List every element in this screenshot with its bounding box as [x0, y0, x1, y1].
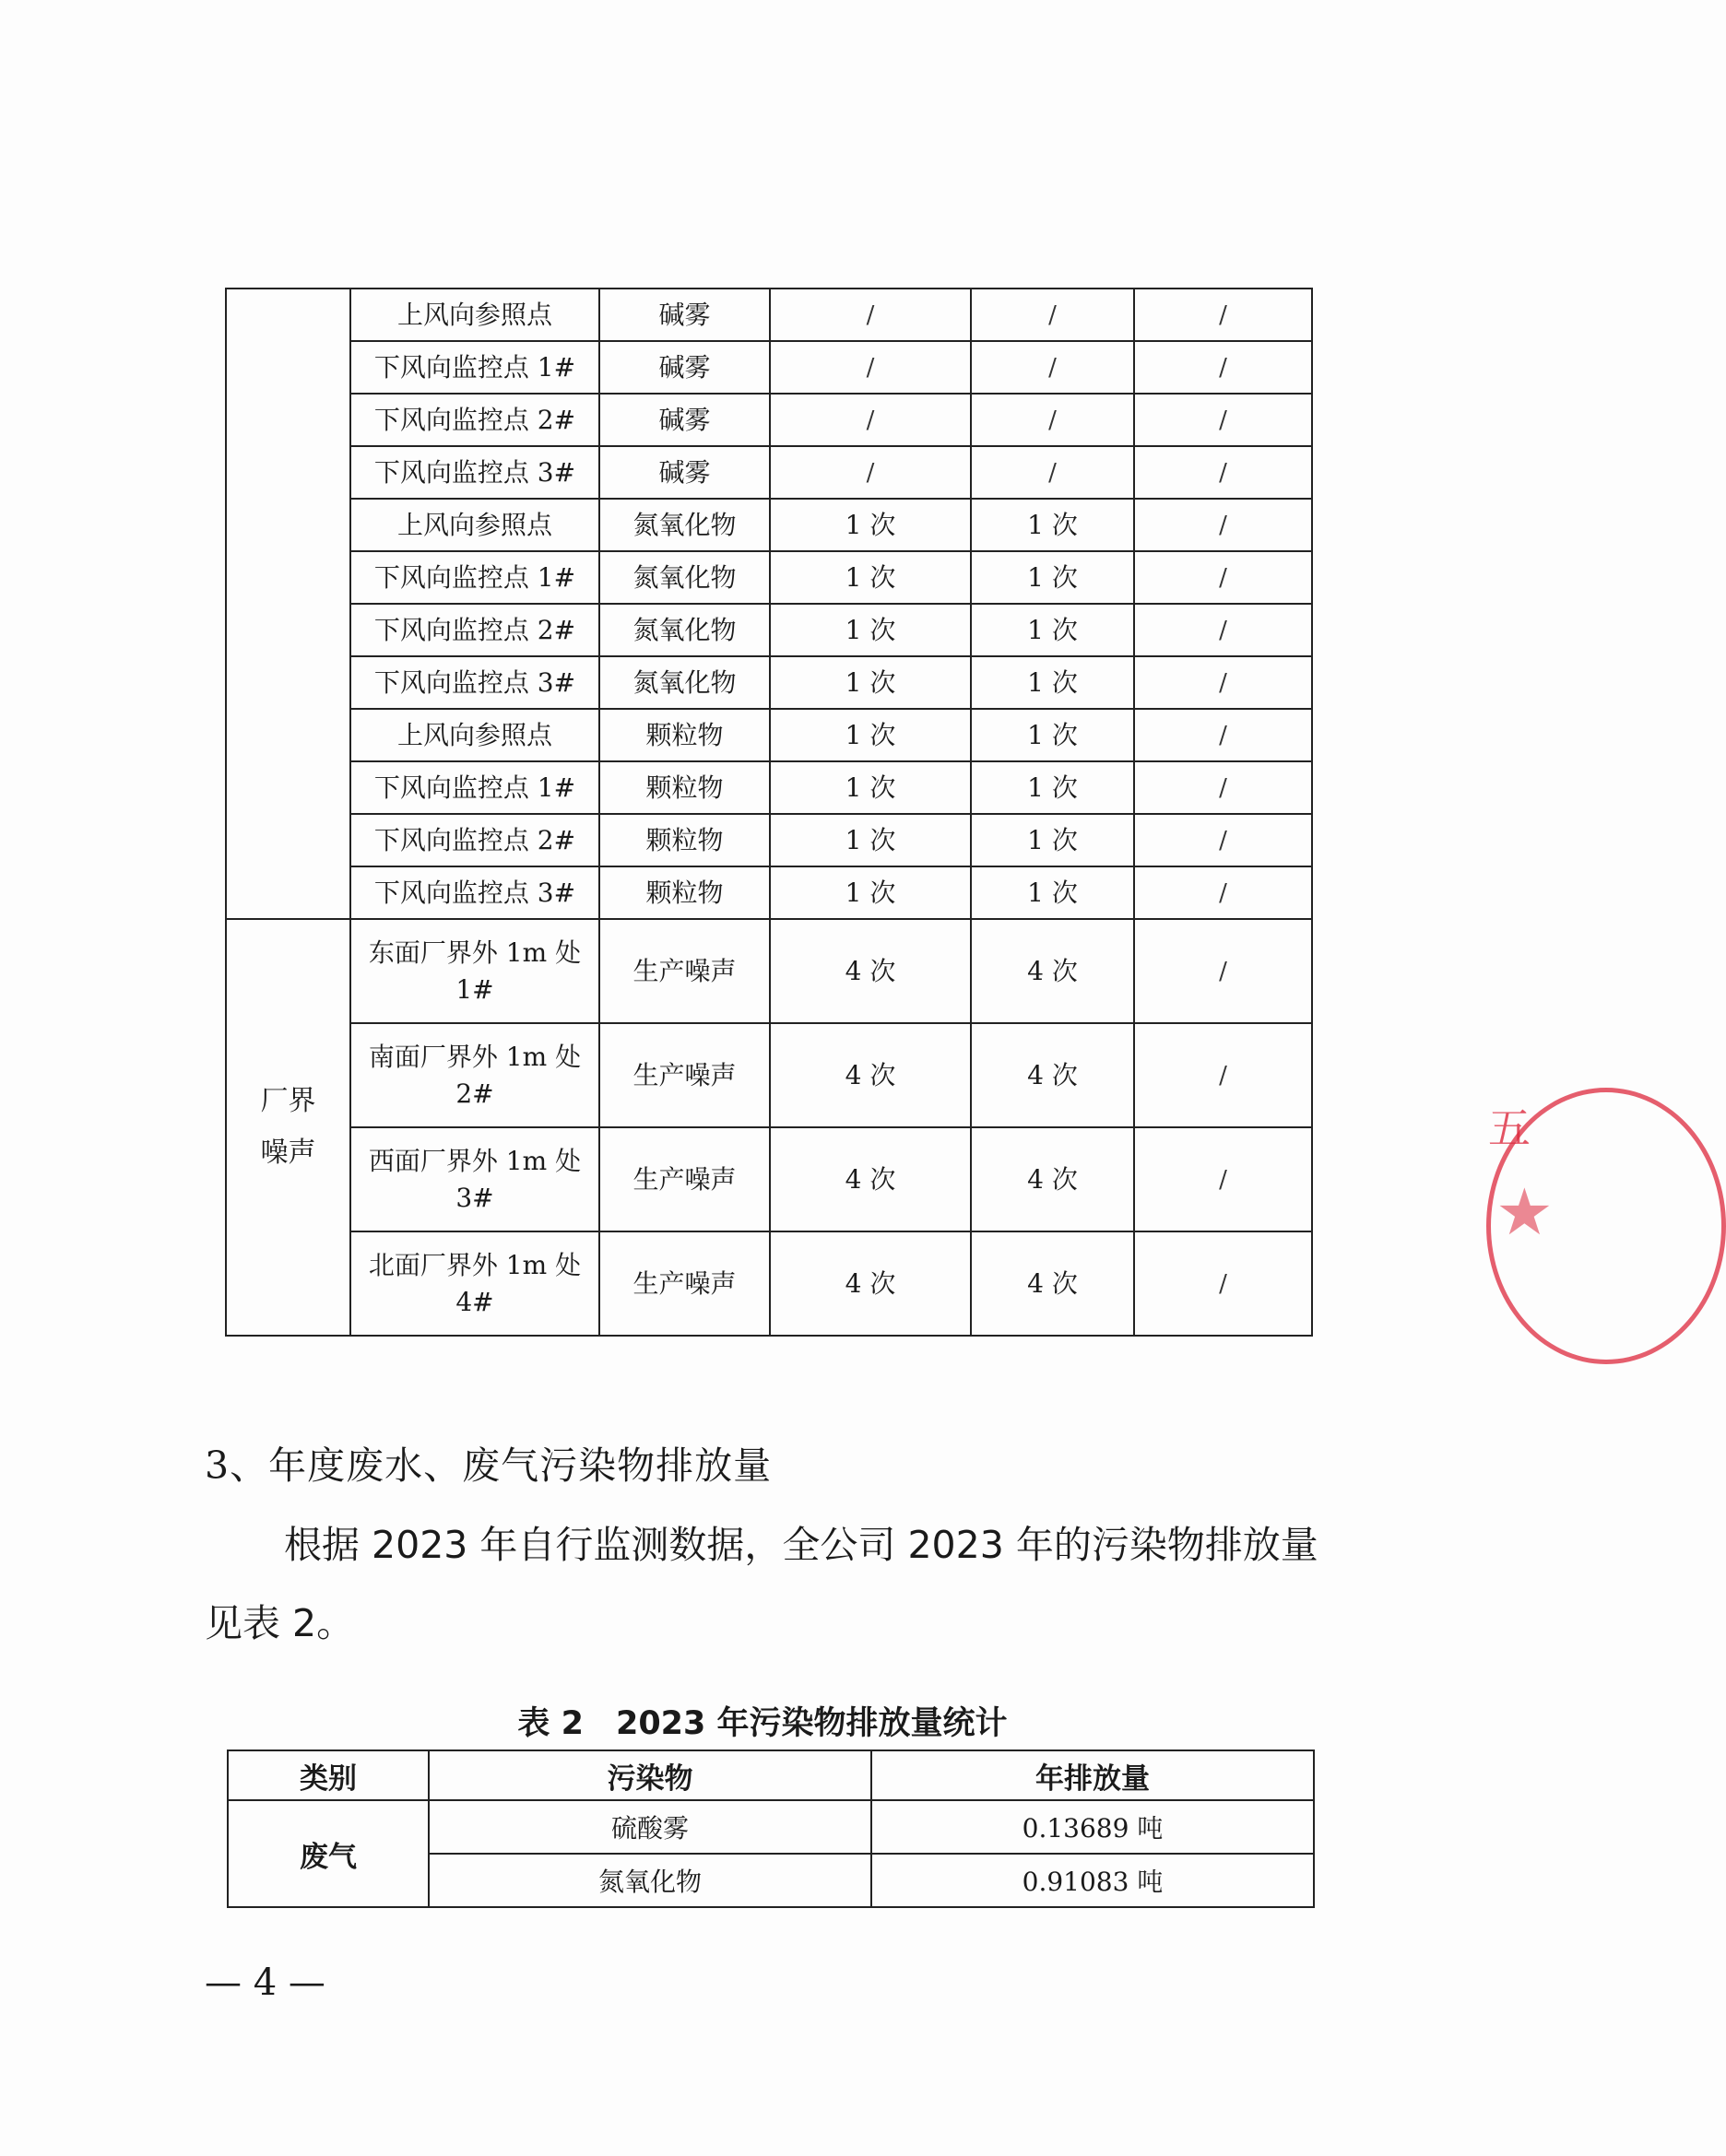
- amount-cell: 0.91083 吨: [871, 1854, 1314, 1907]
- monitoring-point: 下风向监控点 3#: [350, 866, 599, 919]
- monitoring-item: 生产噪声: [599, 1231, 770, 1336]
- point-line-2: 3#: [455, 1182, 494, 1213]
- frequency-2: 1 次: [971, 499, 1134, 551]
- table-row: [226, 446, 1312, 499]
- frequency-1: /: [770, 341, 971, 394]
- pollutant-cell: 硫酸雾: [429, 1800, 871, 1854]
- monitoring-point: 下风向监控点 1#: [350, 761, 599, 814]
- table-row: [226, 866, 1312, 919]
- table-row: [228, 1800, 1314, 1854]
- emission-table: [227, 1750, 1315, 1908]
- monitoring-item: 碱雾: [599, 341, 770, 394]
- frequency-1: /: [770, 394, 971, 446]
- frequency-2: 4 次: [971, 1231, 1134, 1336]
- frequency-3: /: [1134, 866, 1312, 919]
- frequency-2: 1 次: [971, 709, 1134, 761]
- monitoring-point: 下风向监控点 2#: [350, 814, 599, 866]
- frequency-3: /: [1134, 604, 1312, 656]
- frequency-2: 1 次: [971, 814, 1134, 866]
- table-row: [226, 341, 1312, 394]
- table-caption: 表 2 2023 年污染物排放量统计: [517, 1705, 1008, 1742]
- frequency-1: 1 次: [770, 551, 971, 604]
- frequency-2: 4 次: [971, 919, 1134, 1023]
- point-line-2: 4#: [455, 1286, 494, 1317]
- monitoring-item: 碱雾: [599, 446, 770, 499]
- category-cell: 废气: [228, 1800, 429, 1907]
- table-row: [226, 814, 1312, 866]
- frequency-1: 4 次: [770, 919, 971, 1023]
- page-number: — 4 —: [205, 1962, 325, 2004]
- monitoring-point: 下风向监控点 3#: [350, 656, 599, 709]
- frequency-3: /: [1134, 709, 1312, 761]
- table-row: [226, 394, 1312, 446]
- table-row: [226, 499, 1312, 551]
- monitoring-item: 氮氧化物: [599, 551, 770, 604]
- point-line-1: 北面厂界外 1m 处: [368, 1249, 582, 1280]
- frequency-1: 1 次: [770, 656, 971, 709]
- frequency-2: 4 次: [971, 1023, 1134, 1127]
- point-line-2: 2#: [455, 1078, 494, 1109]
- table-row: [226, 604, 1312, 656]
- monitoring-point: 上风向参照点: [350, 709, 599, 761]
- table-row: [226, 919, 1312, 1023]
- frequency-1: /: [770, 289, 971, 341]
- frequency-2: 1 次: [971, 761, 1134, 814]
- frequency-1: 1 次: [770, 499, 971, 551]
- frequency-1: 1 次: [770, 761, 971, 814]
- amount-cell: 0.13689 吨: [871, 1800, 1314, 1854]
- table-row: [226, 709, 1312, 761]
- table-row: [226, 1231, 1312, 1336]
- column-header-pollutant: 污染物: [429, 1750, 871, 1800]
- frequency-1: 4 次: [770, 1023, 971, 1127]
- seal-glyph: 五: [1488, 1103, 1531, 1153]
- frequency-2: /: [971, 341, 1134, 394]
- frequency-1: 1 次: [770, 604, 971, 656]
- monitoring-point: 上风向参照点: [350, 499, 599, 551]
- monitoring-point: 上风向参照点: [350, 289, 599, 341]
- column-header-annual-amount: 年排放量: [871, 1750, 1314, 1800]
- frequency-3: /: [1134, 551, 1312, 604]
- table-row: [226, 289, 1312, 341]
- frequency-1: 4 次: [770, 1231, 971, 1336]
- frequency-3: /: [1134, 656, 1312, 709]
- point-line-1: 东面厂界外 1m 处: [368, 937, 582, 968]
- monitoring-item: 生产噪声: [599, 919, 770, 1023]
- point-line-1: 西面厂界外 1m 处: [368, 1145, 582, 1176]
- monitoring-table: [225, 288, 1313, 1337]
- point-line-2: 1#: [455, 973, 494, 1005]
- frequency-3: /: [1134, 341, 1312, 394]
- monitoring-item: 碱雾: [599, 394, 770, 446]
- frequency-1: 1 次: [770, 866, 971, 919]
- monitoring-point: 下风向监控点 1#: [350, 341, 599, 394]
- monitoring-point: [350, 1127, 599, 1231]
- frequency-2: /: [971, 446, 1134, 499]
- category-cell-continued: [226, 289, 350, 919]
- official-seal-fragment: [1481, 1069, 1554, 1392]
- table-row: [226, 761, 1312, 814]
- monitoring-item: 生产噪声: [599, 1127, 770, 1231]
- frequency-2: 1 次: [971, 656, 1134, 709]
- frequency-2: /: [971, 394, 1134, 446]
- column-header-category: 类别: [228, 1750, 429, 1800]
- monitoring-item: 氮氧化物: [599, 499, 770, 551]
- frequency-3: /: [1134, 814, 1312, 866]
- monitoring-point: [350, 1231, 599, 1336]
- monitoring-point: [350, 919, 599, 1023]
- table-row: [226, 1023, 1312, 1127]
- monitoring-point: 下风向监控点 1#: [350, 551, 599, 604]
- frequency-3: /: [1134, 1231, 1312, 1336]
- table-header-row: [228, 1750, 1314, 1800]
- frequency-1: 1 次: [770, 709, 971, 761]
- frequency-3: /: [1134, 1127, 1312, 1231]
- body-paragraph: 根据 2023 年自行监测数据，全公司 2023 年的污染物排放量见表 2。: [205, 1523, 1318, 1645]
- monitoring-point: 下风向监控点 3#: [350, 446, 599, 499]
- monitoring-item: 碱雾: [599, 289, 770, 341]
- category-cell-noise: [226, 919, 350, 1336]
- monitoring-item: 氮氧化物: [599, 656, 770, 709]
- monitoring-item: 颗粒物: [599, 814, 770, 866]
- monitoring-point: 下风向监控点 2#: [350, 604, 599, 656]
- monitoring-item: 颗粒物: [599, 709, 770, 761]
- table-row: [226, 656, 1312, 709]
- pollutant-cell: 氮氧化物: [429, 1854, 871, 1907]
- frequency-3: /: [1134, 919, 1312, 1023]
- frequency-2: 4 次: [971, 1127, 1134, 1231]
- frequency-2: 1 次: [971, 551, 1134, 604]
- frequency-3: /: [1134, 446, 1312, 499]
- category-label: 厂界噪声: [260, 1085, 316, 1169]
- point-line-1: 南面厂界外 1m 处: [368, 1041, 582, 1072]
- table-row: [226, 551, 1312, 604]
- frequency-3: /: [1134, 394, 1312, 446]
- frequency-2: 1 次: [971, 866, 1134, 919]
- monitoring-point: [350, 1023, 599, 1127]
- frequency-3: /: [1134, 761, 1312, 814]
- frequency-1: 4 次: [770, 1127, 971, 1231]
- frequency-3: /: [1134, 289, 1312, 341]
- frequency-2: 1 次: [971, 604, 1134, 656]
- monitoring-item: 颗粒物: [599, 866, 770, 919]
- section-heading: 3、年度废水、废气污染物排放量: [205, 1443, 773, 1488]
- monitoring-item: 氮氧化物: [599, 604, 770, 656]
- frequency-3: /: [1134, 499, 1312, 551]
- monitoring-item: 颗粒物: [599, 761, 770, 814]
- table-row: [226, 1127, 1312, 1231]
- seal-star-icon: ★: [1495, 1174, 1554, 1250]
- frequency-1: /: [770, 446, 971, 499]
- frequency-3: /: [1134, 1023, 1312, 1127]
- frequency-2: /: [971, 289, 1134, 341]
- monitoring-point: 下风向监控点 2#: [350, 394, 599, 446]
- frequency-1: 1 次: [770, 814, 971, 866]
- monitoring-item: 生产噪声: [599, 1023, 770, 1127]
